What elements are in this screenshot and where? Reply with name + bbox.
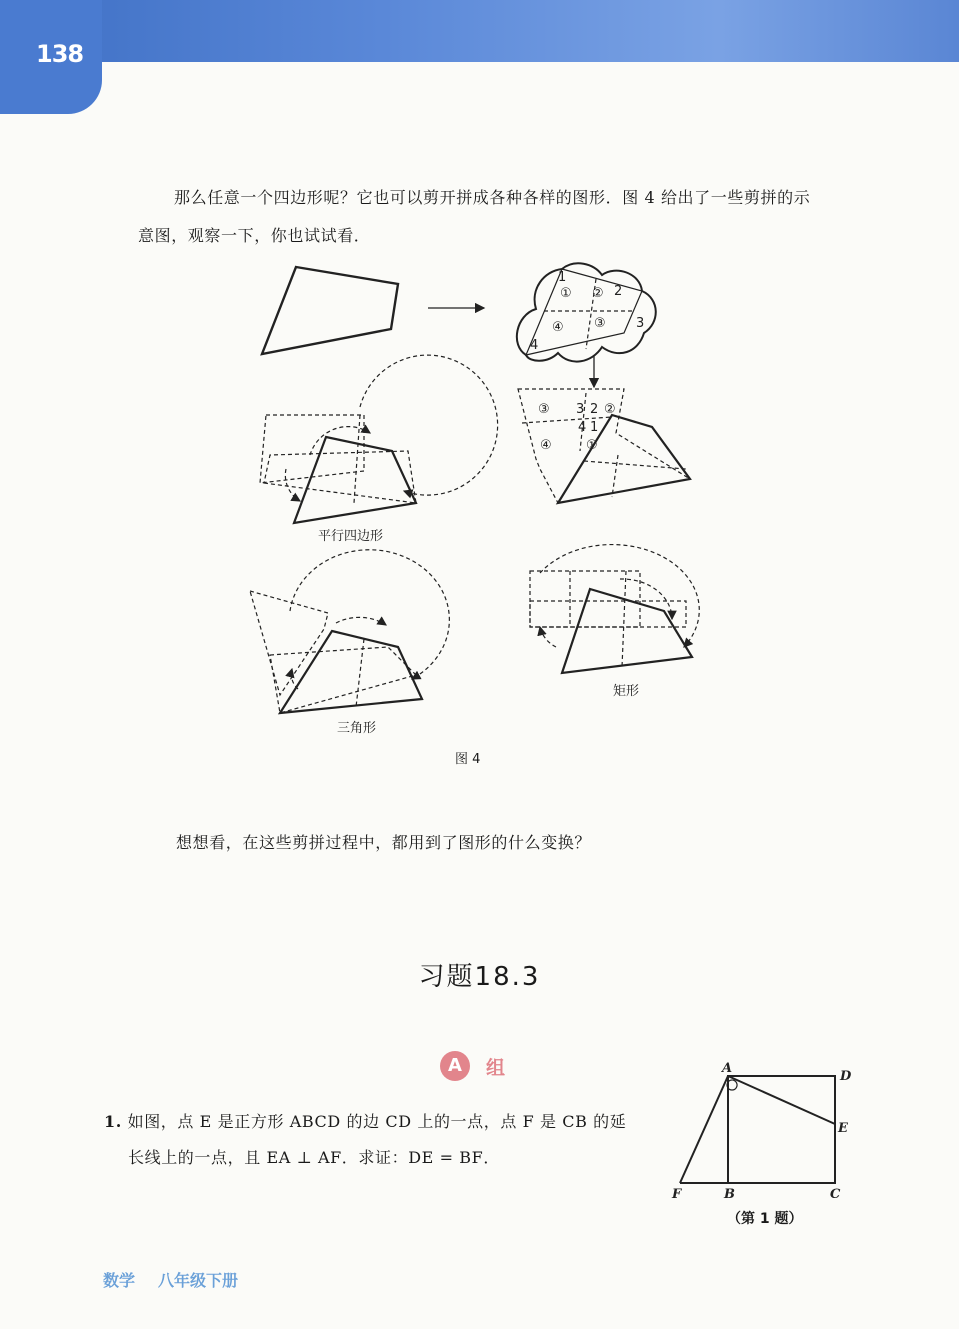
header-band — [0, 0, 959, 62]
segment-af — [680, 1076, 728, 1183]
triangle-construction — [250, 550, 449, 713]
assembled-piece-1: ① — [586, 438, 598, 453]
group-badge: A — [440, 1051, 470, 1081]
figure-4-drawing — [240, 255, 740, 775]
label-rectangle: 矩形 — [613, 684, 640, 699]
cloud-piece-1: ① — [560, 286, 572, 301]
assembled-vertex-4: 4 — [578, 420, 587, 435]
assembled-piece-3: ③ — [538, 402, 550, 417]
cloud-piece-2: ② — [592, 286, 604, 301]
cloud-vertex-1: 1 — [558, 270, 567, 285]
problem-1 — [104, 1104, 652, 1176]
cloud-vertex-4: 4 — [530, 338, 539, 353]
cloud-piece-4: ④ — [552, 320, 564, 335]
assembled-piece-2: ② — [604, 402, 616, 417]
point-f: F — [672, 1187, 682, 1202]
point-b: B — [724, 1187, 735, 1202]
figure-caption: 图 4 — [455, 752, 481, 767]
original-quadrilateral — [262, 267, 398, 354]
rectangle-construction — [530, 545, 699, 673]
group-label: 组 — [486, 1057, 506, 1079]
assembled-piece-4: ④ — [540, 438, 552, 453]
label-parallelogram: 平行四边形 — [318, 529, 384, 544]
cloud-piece-3: ③ — [594, 316, 606, 331]
exercise-title: 习题18.3 — [418, 962, 541, 992]
figure-4 — [240, 255, 740, 775]
point-c: C — [830, 1187, 841, 1202]
problem-line-1: 如图，点 E 是正方形 ABCD 的边 CD 上的一点，点 F 是 CB 的延 — [127, 1112, 627, 1131]
footer-grade: 八年级下册 — [158, 1271, 239, 1290]
page-number-tab — [0, 0, 102, 114]
assembled-vertex-1: 1 — [590, 420, 599, 435]
assembled-vertex-2: 2 — [590, 402, 599, 417]
point-a: A — [722, 1061, 733, 1076]
problem-number: 1. — [104, 1112, 122, 1131]
square-abcd — [728, 1076, 835, 1183]
parallelogram-construction — [260, 355, 498, 523]
question-paragraph: 想想看，在这些剪拼过程中，都用到了图形的什么变换？ — [176, 833, 592, 852]
problem-1-figure-caption: （第 1 题） — [727, 1211, 803, 1227]
cloud-vertex-3: 3 — [636, 316, 645, 331]
intro-paragraph: 那么任意一个四边形呢？它也可以剪开拼成各种各样的图形．图 4 给出了一些剪拼的示意图，观察一下，你也试试看． — [138, 188, 811, 245]
page-number: 138 — [36, 40, 84, 68]
assembled-vertex-3: 3 — [576, 402, 585, 417]
point-e: E — [838, 1121, 848, 1136]
point-d: D — [840, 1069, 852, 1084]
label-triangle: 三角形 — [337, 721, 377, 736]
segment-ae — [728, 1076, 835, 1124]
problem-line-2: 长线上的一点，且 EA ⊥ AF．求证：DE = BF． — [128, 1148, 500, 1167]
cloud-vertex-2: 2 — [614, 284, 623, 299]
footer-subject: 数学 — [103, 1271, 136, 1290]
